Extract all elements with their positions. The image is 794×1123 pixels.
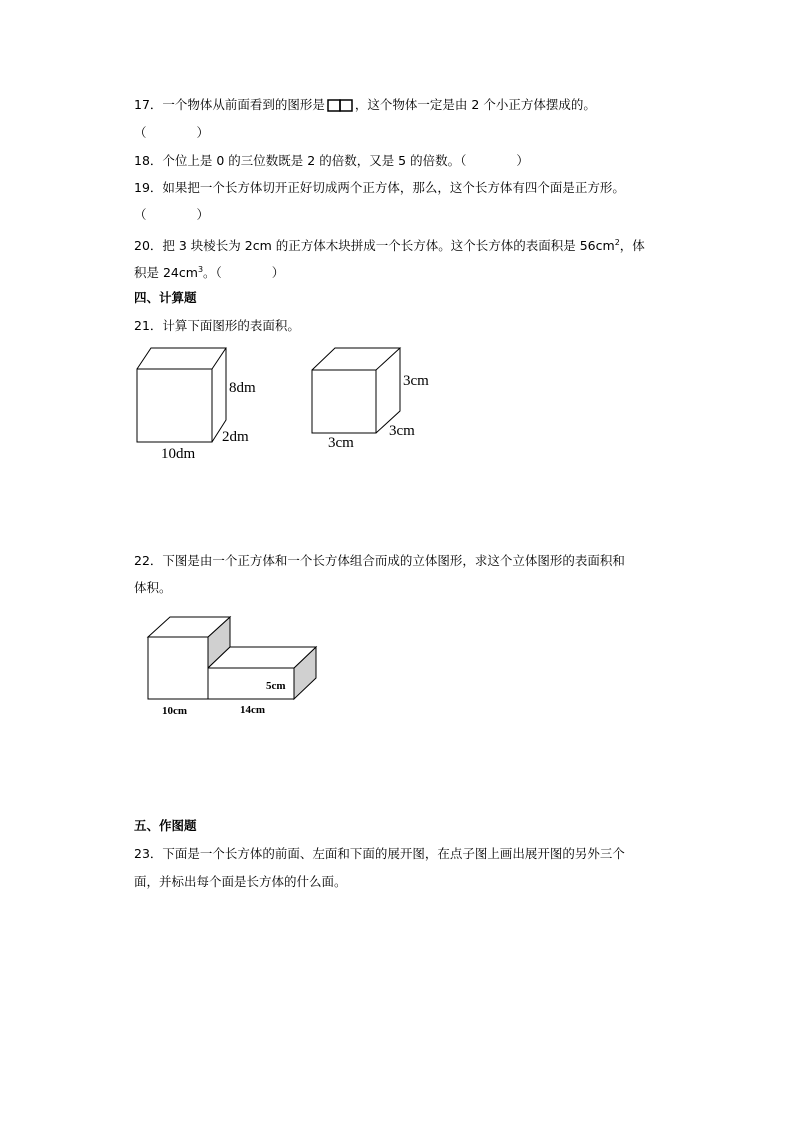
- fig2-width-label: 3cm: [328, 435, 354, 451]
- q19-text: 19．如果把一个长方体切开正好切成两个正方体，那么，这个长方体有四个面是正方形。: [134, 180, 625, 195]
- fig1-width-label: 10dm: [161, 446, 196, 462]
- cube-front-face: [312, 370, 376, 433]
- q23-text-line-1: 23．下面是一个长方体的前面、左面和下面的展开图，在点子图上画出展开图的另外三个: [134, 846, 625, 861]
- q17-answer: （ ）: [134, 125, 210, 140]
- fig2-depth-label: 3cm: [389, 423, 415, 439]
- fig2-height-label: 3cm: [403, 373, 429, 389]
- q21-text: 21．计算下面图形的表面积。: [134, 318, 300, 333]
- q19-answer: （ ）: [134, 207, 210, 222]
- q21-cube-figure: [312, 348, 400, 433]
- q20-sup-c: 3: [197, 265, 204, 274]
- q23-text-line-2: 面，并标出每个面是长方体的什么面。: [134, 874, 347, 889]
- q20-text-a: 20．把 3 块棱长为 2cm 的正方体木块拼成一个长方体。这个长方体的表面积是 56cm: [134, 238, 615, 253]
- section5-title: 五、作图题: [134, 818, 197, 833]
- cuboid-front-face: [137, 369, 212, 442]
- cube-front-face: [148, 637, 208, 699]
- q22-text-line-2: 体积。: [134, 580, 172, 595]
- q22-box-height-label: 5cm: [266, 680, 286, 692]
- cuboid-top-face: [137, 348, 226, 369]
- q18-text: 18．个位上是 0 的三位数既是 2 的倍数，又是 5 的倍数。（ ）: [134, 153, 529, 168]
- cube-side-edge: [376, 348, 400, 433]
- q20-text-c: 积是 24cm: [134, 265, 198, 280]
- section4-title: 四、计算题: [134, 290, 197, 305]
- cube-top-face: [312, 348, 400, 370]
- q21-cuboid-figure: [137, 348, 226, 442]
- q22-box-length-label: 14cm: [240, 704, 266, 716]
- q17-text-pre: 17．一个物体从前面看到的图形是: [134, 97, 325, 112]
- fig1-depth-label: 2dm: [222, 429, 249, 445]
- q20-text-d: 。（ ）: [203, 265, 285, 280]
- q20-text-b: ，体: [619, 238, 645, 253]
- q20-sup-a: 2: [614, 238, 620, 247]
- q17-text-post: ，这个物体一定是由 2 个小正方体摆成的。: [354, 97, 596, 112]
- cuboid-side-edge: [212, 348, 226, 442]
- fig1-height-label: 8dm: [229, 380, 256, 396]
- q22-combined-figure: [148, 617, 316, 699]
- q22-text-line-1: 22．下图是由一个正方体和一个长方体组合而成的立体图形，求这个立体图形的表面积和: [134, 553, 625, 568]
- q22-cube-width-label: 10cm: [162, 705, 188, 717]
